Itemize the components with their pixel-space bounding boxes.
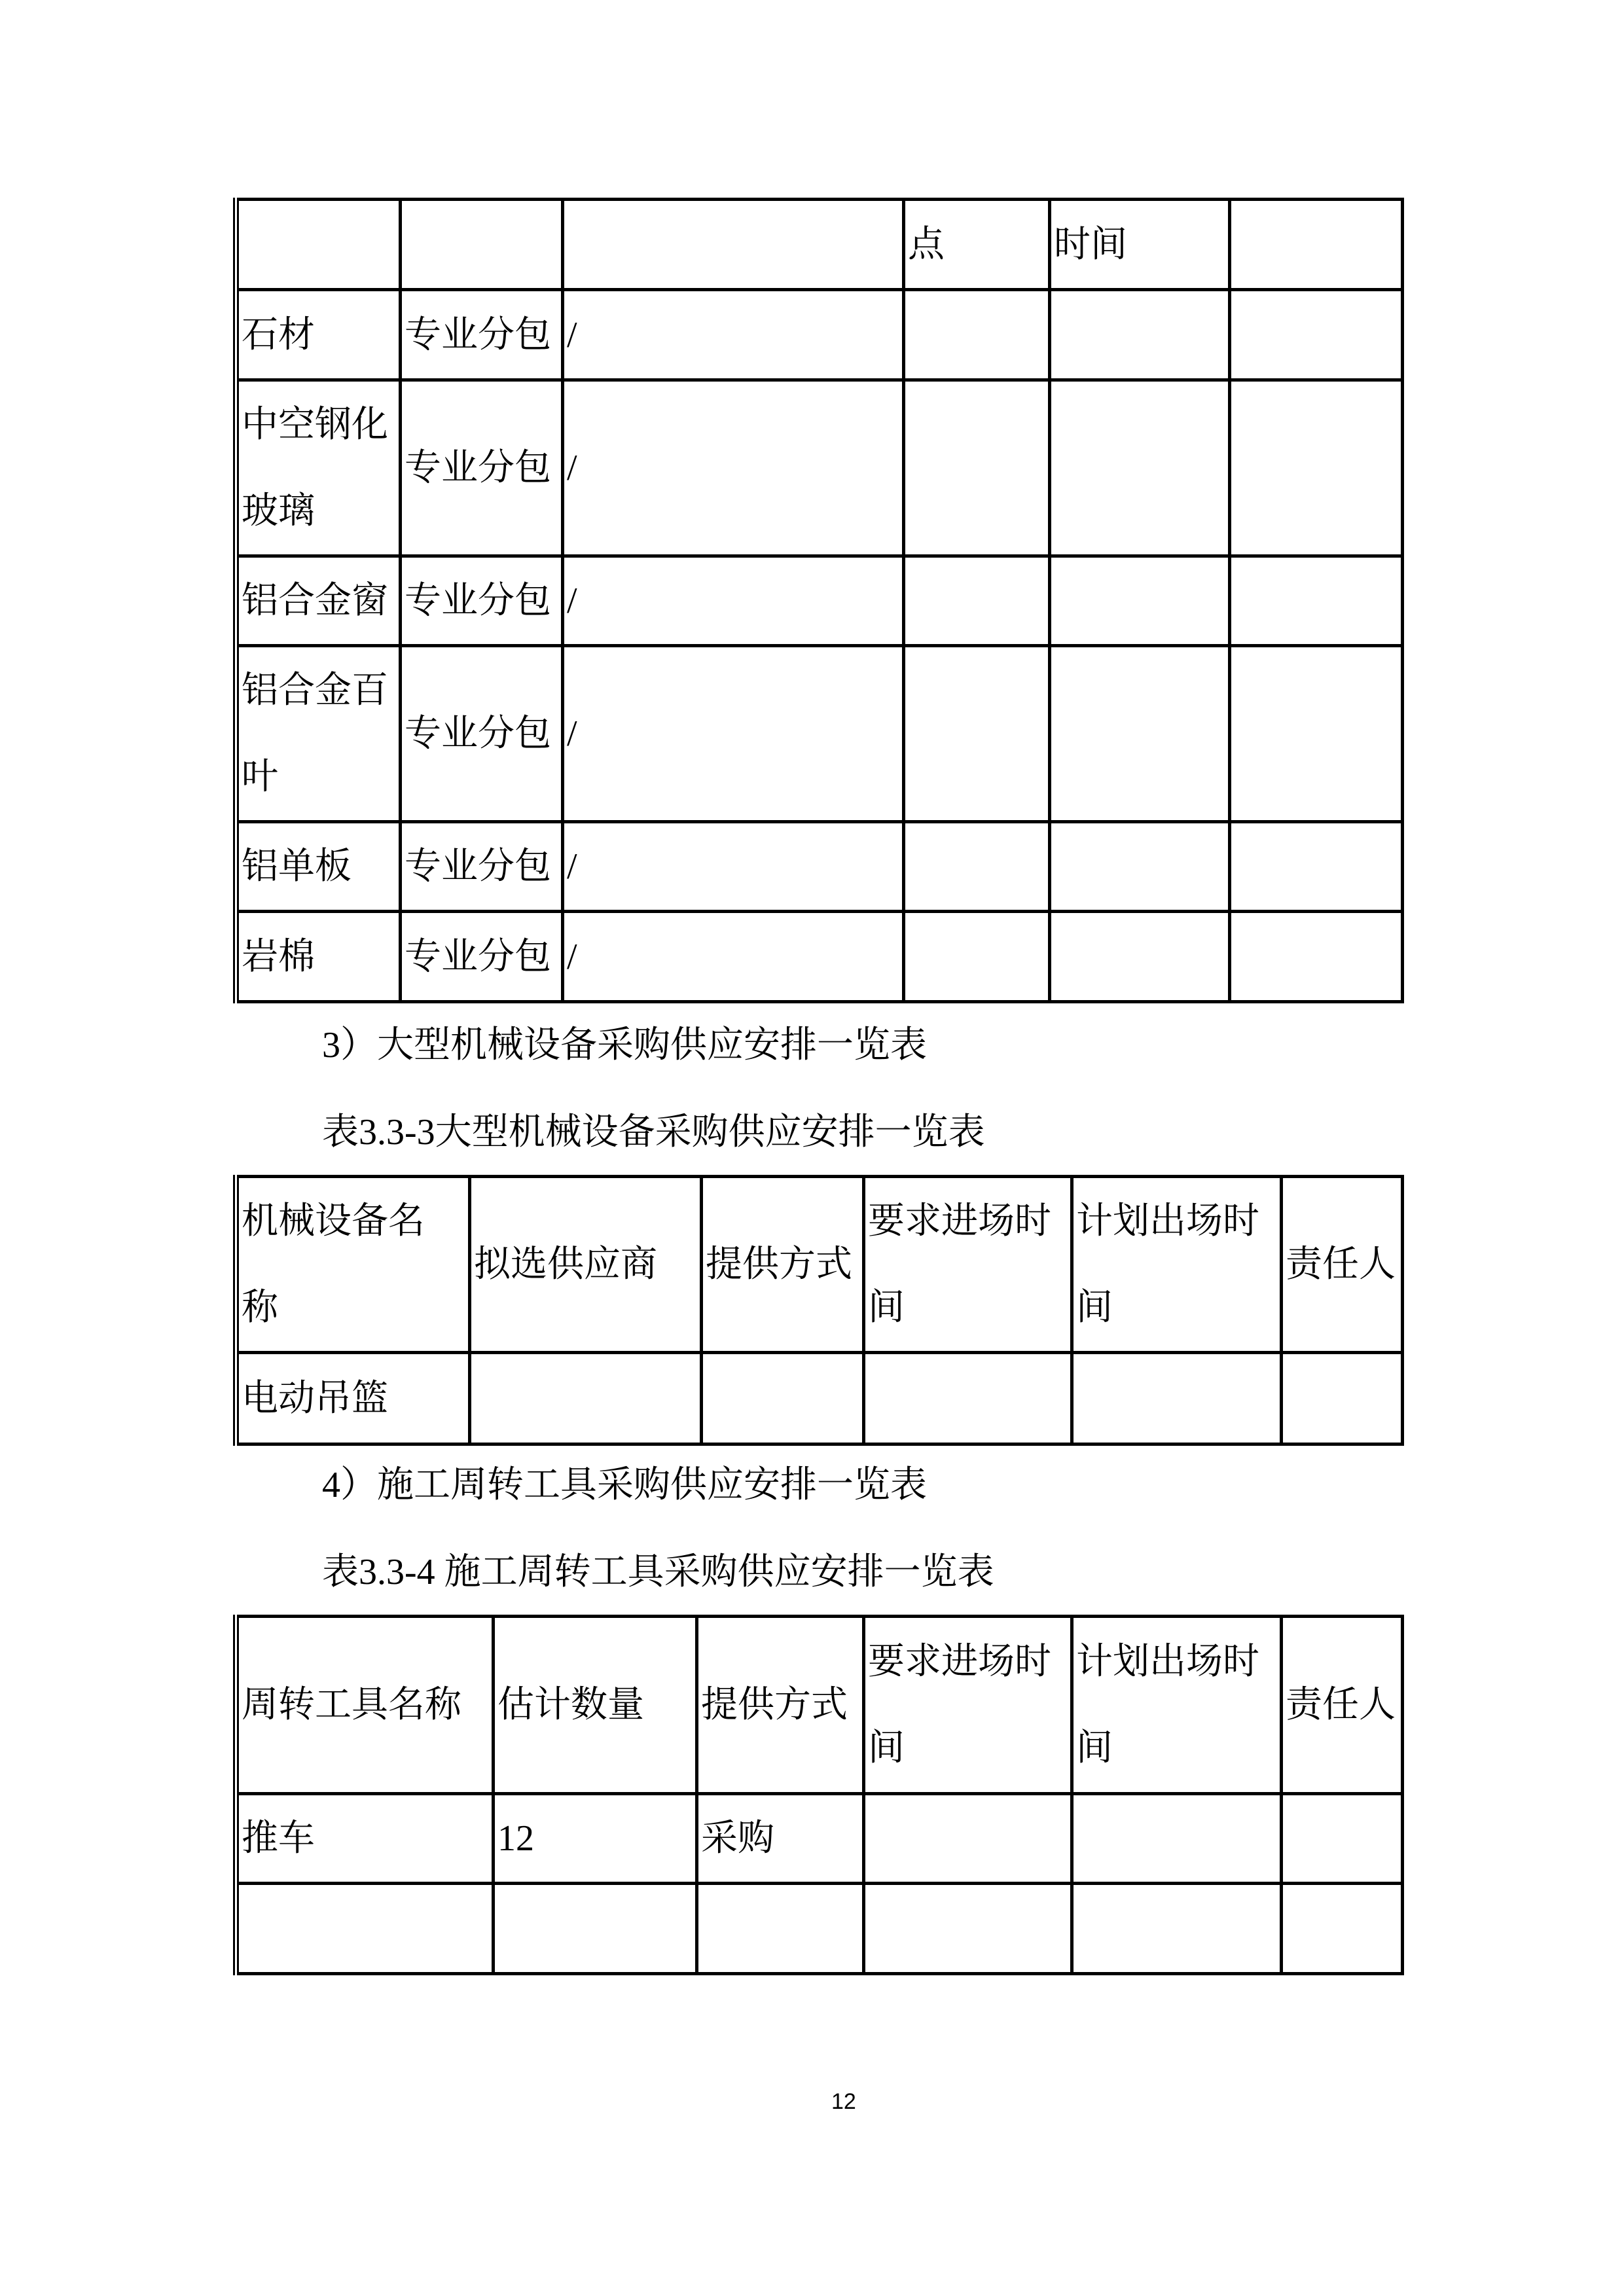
table-cell: 提供方式 [697,1617,864,1794]
table-cell [864,1884,1072,1974]
table-cell: 石材 [236,290,401,380]
table-cell [864,1353,1072,1444]
table-cell: 铝合金百 叶 [236,646,401,822]
table-cell [236,1884,494,1974]
table-cell: / [563,380,904,556]
table-cell [1072,1353,1282,1444]
table-row [236,822,1403,912]
table-cell [1072,1794,1282,1884]
table-cell [904,646,1050,822]
table-cell: 计划出场时 间 [1072,1177,1282,1353]
table-cell: 电动吊篮 [236,1353,470,1444]
table-cell: 时间 [1050,200,1230,290]
table-cell: / [563,556,904,646]
table-cell: 专业分包 [401,556,563,646]
material-supply-table-continued [233,198,1404,1003]
table-cell [904,912,1050,1002]
table-cell [1050,912,1230,1002]
table-cell [1050,556,1230,646]
table-cell: 铝单板 [236,822,401,912]
table-row [236,1884,1403,1974]
table-caption-machinery: 表3.3-3大型机械设备采购供应安排一览表 [322,1112,985,1153]
table-cell: 专业分包 [401,912,563,1002]
table-cell [1072,1884,1282,1974]
table-cell: 要求进场时 间 [864,1617,1072,1794]
table-cell [1230,912,1403,1002]
table-cell: 机械设备名 称 [236,1177,470,1353]
turnover-tools-supply-table [233,1615,1404,1975]
table-cell: 要求进场时 间 [864,1177,1072,1353]
table-cell [1230,556,1403,646]
table-row [236,556,1403,646]
table-cell [1230,290,1403,380]
table-cell [1230,822,1403,912]
table-cell: 提供方式 [702,1177,864,1353]
table-cell: 责任人 [1282,1617,1403,1794]
table-cell [236,200,401,290]
table-header-row [236,1177,1403,1353]
table-row [236,1353,1403,1444]
machinery-supply-table [233,1175,1404,1446]
table-cell: 中空钢化 玻璃 [236,380,401,556]
table-cell: / [563,290,904,380]
table-cell [904,556,1050,646]
table-cell: 12 [494,1794,697,1884]
table-cell: 责任人 [1282,1177,1403,1353]
table-cell: 专业分包 [401,380,563,556]
table-cell [1282,1884,1403,1974]
table-cell [563,200,904,290]
table-cell [1230,646,1403,822]
table-cell: 专业分包 [401,290,563,380]
table-cell: 铝合金窗 [236,556,401,646]
table-cell [1230,200,1403,290]
table-cell: 点 [904,200,1050,290]
table-cell [904,380,1050,556]
table-cell: 岩棉 [236,912,401,1002]
table-cell [697,1884,864,1974]
table-row [236,200,1403,290]
table-cell [702,1353,864,1444]
section-heading-machinery: 3）大型机械设备采购供应安排一览表 [322,1025,927,1066]
table-cell: 推车 [236,1794,494,1884]
table-cell: 周转工具名称 [236,1617,494,1794]
table-cell [1050,646,1230,822]
table-header-row [236,1617,1403,1794]
table-cell [1282,1353,1403,1444]
table-row [236,912,1403,1002]
page-number: 12 [831,2089,856,2114]
table-cell: / [563,646,904,822]
table-row [236,646,1403,822]
table-cell [1282,1794,1403,1884]
table-cell [401,200,563,290]
table-cell: / [563,912,904,1002]
table-row [236,380,1403,556]
table-row [236,1794,1403,1884]
table-cell [470,1353,702,1444]
table-cell [1230,380,1403,556]
table-row [236,290,1403,380]
table-cell: / [563,822,904,912]
table-cell [904,822,1050,912]
table-cell: 计划出场时 间 [1072,1617,1282,1794]
table-cell: 采购 [697,1794,864,1884]
table-caption-tools: 表3.3-4 施工周转工具采购供应安排一览表 [322,1552,994,1592]
table-cell: 拟选供应商 [470,1177,702,1353]
table-cell: 估计数量 [494,1617,697,1794]
table-cell [864,1794,1072,1884]
table-cell [904,290,1050,380]
table-cell [1050,822,1230,912]
section-heading-tools: 4）施工周转工具采购供应安排一览表 [322,1465,927,1505]
table-cell: 专业分包 [401,822,563,912]
table-cell [1050,290,1230,380]
table-cell [1050,380,1230,556]
table-cell [494,1884,697,1974]
table-cell: 专业分包 [401,646,563,822]
